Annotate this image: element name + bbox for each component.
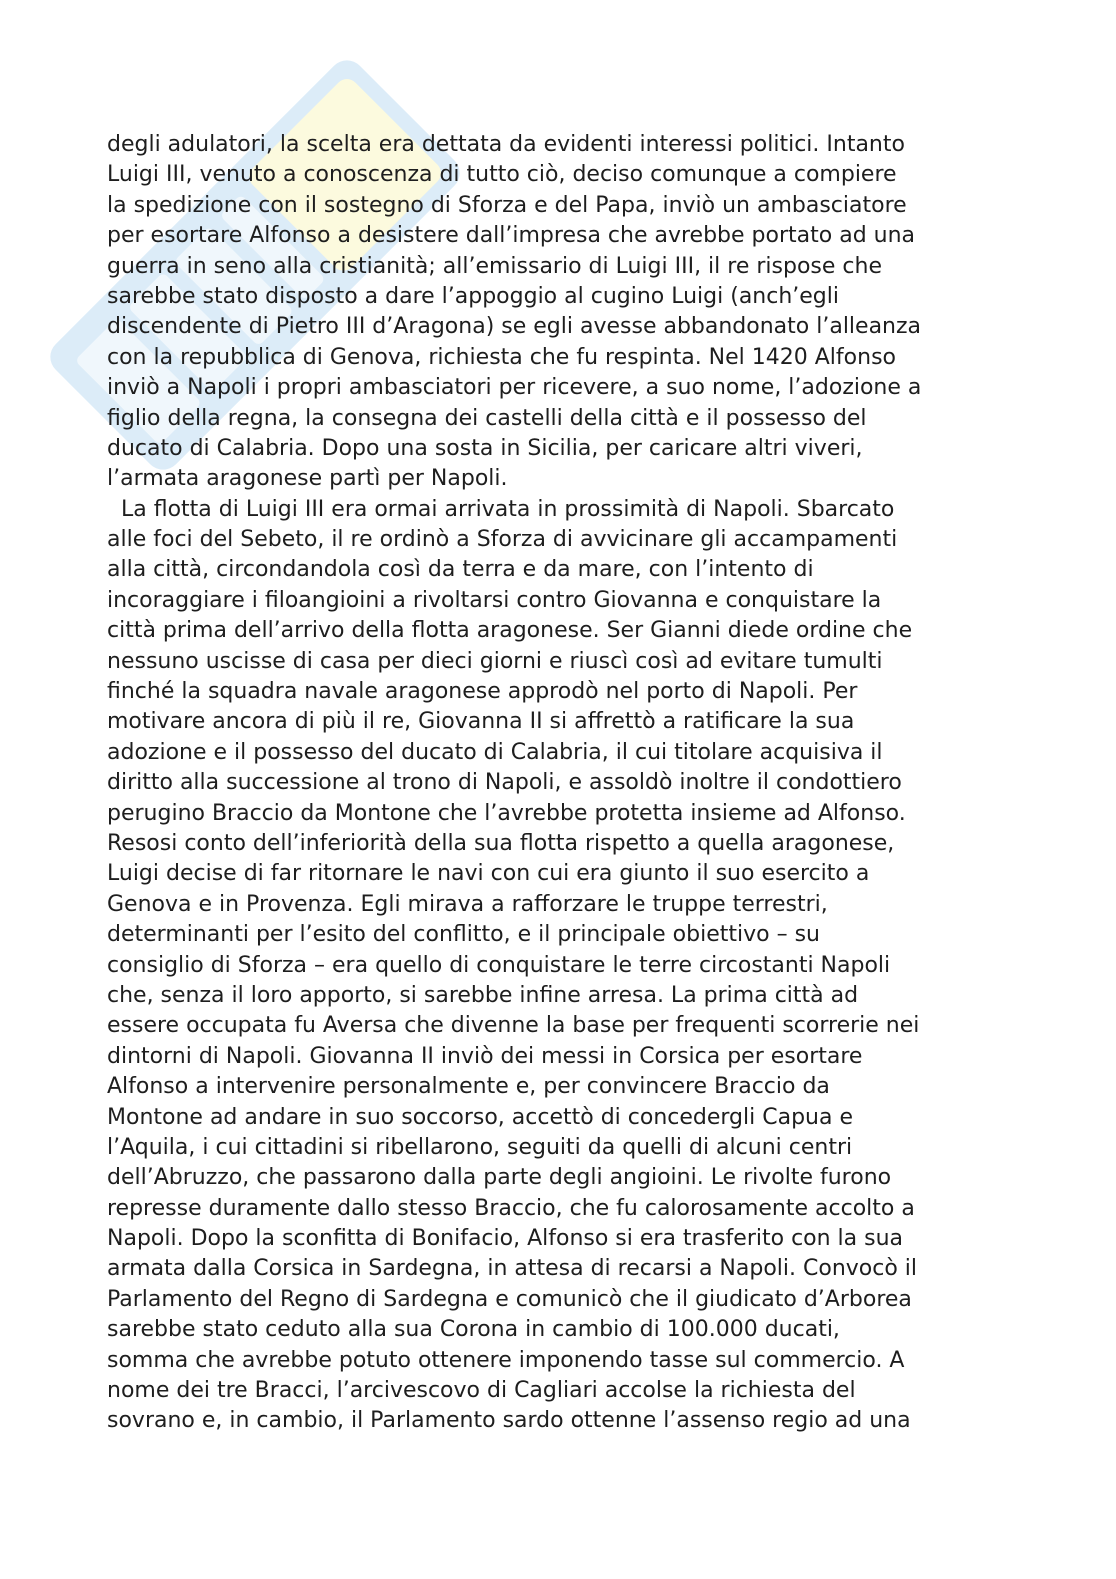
text-line: represse duramente dallo stesso Braccio, che fu calorosamente accolto a — [107, 1195, 915, 1221]
text-line: Montone ad andare in suo soccorso, accettò di concedergli Capua e — [107, 1104, 853, 1130]
text-line: Luigi decise di far ritornare le navi con cui era giunto il suo esercito a — [107, 861, 870, 887]
text-line: armata dalla Corsica in Sardegna, in attesa di recarsi a Napoli. Convocò il — [107, 1256, 918, 1282]
text-line: l’Aquila, i cui cittadini si ribellarono, seguiti da quelli di alcuni centri — [107, 1134, 853, 1160]
text-line: discendente di Pietro III d’Aragona) se egli avesse abbandonato l’alleanza — [107, 314, 922, 340]
text-line: Luigi III, venuto a conoscenza di tutto ciò, deciso comunque a compiere — [107, 162, 897, 188]
text-line: dintorni di Napoli. Giovanna II inviò dei messi in Corsica per esortare — [107, 1043, 863, 1069]
text-line: determinanti per l’esito del conflitto, e il principale obiettivo – su — [107, 922, 820, 948]
text-line: essere occupata fu Aversa che divenne la base per frequenti scorrerie nei — [107, 1013, 920, 1039]
text-line: Resosi conto dell’inferiorità della sua flotta rispetto a quella aragonese, — [107, 830, 895, 856]
text-line: adozione e il possesso del ducato di Calabria, il cui titolare acquisiva il — [107, 739, 883, 765]
text-line: Napoli. Dopo la sconfitta di Bonifacio, Alfonso si era trasferito con la sua — [107, 1226, 904, 1252]
text-line: finché la squadra navale aragonese approdò nel porto di Napoli. Per — [107, 679, 858, 705]
text-line: l’armata aragonese partì per Napoli. — [107, 466, 508, 492]
text-line: alla città, circondandola così da terra e da mare, con l’intento di — [107, 557, 814, 583]
text-line: Parlamento del Regno di Sardegna e comunicò che il giudicato d’Arborea — [107, 1286, 912, 1312]
text-line: la spedizione con il sostegno di Sforza e del Papa, inviò un ambasciatore — [107, 192, 907, 218]
text-line: diritto alla successione al trono di Napoli, e assoldò inoltre il condottiero — [107, 770, 902, 796]
text-line: incoraggiare i filoangioini a rivoltarsi contro Giovanna e conquistare la — [107, 587, 882, 613]
text-line: motivare ancora di più il re, Giovanna II si affrettò a ratificare la sua — [107, 709, 855, 735]
text-line: somma che avrebbe potuto ottenere imponendo tasse sul commercio. A — [107, 1347, 905, 1373]
text-line: con la repubblica di Genova, richiesta che fu respinta. Nel 1420 Alfonso — [107, 344, 896, 370]
text-line: per esortare Alfonso a desistere dall’impresa che avrebbe portato ad una — [107, 223, 916, 249]
text-line: perugino Braccio da Montone che l’avrebbe protetta insieme ad Alfonso. — [107, 800, 906, 826]
text-line: Alfonso a intervenire personalmente e, per convincere Braccio da — [107, 1074, 830, 1100]
text-line: degli adulatori, la scelta era dettata da evidenti interessi politici. Intanto — [107, 132, 905, 157]
text-line: ducato di Calabria. Dopo una sosta in Sicilia, per caricare altri viveri, — [107, 435, 863, 461]
text-line: nessuno uscisse di casa per dieci giorni e riuscì così ad evitare tumulti — [107, 648, 883, 674]
paragraph-start-line: La flotta di Luigi III era ormai arrivata in prossimità di Napoli. Sbarcato — [107, 496, 895, 522]
text-line: sarebbe stato ceduto alla sua Corona in cambio di 100.000 ducati, — [107, 1317, 840, 1343]
text-line: Genova e in Provenza. Egli mirava a rafforzare le truppe terrestri, — [107, 891, 828, 917]
text-line: guerra in seno alla cristianità; all’emissario di Luigi III, il re rispose che — [107, 253, 882, 279]
text-line: che, senza il loro apporto, si sarebbe infine arresa. La prima città ad — [107, 982, 859, 1008]
text-line: alle foci del Sebeto, il re ordinò a Sforza di avvicinare gli accampamenti — [107, 527, 898, 553]
text-line: sarebbe stato disposto a dare l’appoggio al cugino Luigi (anch’egli — [107, 283, 839, 309]
text-line: consiglio di Sforza – era quello di conquistare le terre circostanti Napoli — [107, 952, 891, 978]
document-body — [107, 130, 1012, 1437]
text-line: inviò a Napoli i propri ambasciatori per ricevere, a suo nome, l’adozione a — [107, 375, 922, 401]
text-line: città prima dell’arrivo della flotta aragonese. Ser Gianni diede ordine che — [107, 618, 913, 644]
text-line: figlio della regna, la consegna dei castelli della città e il possesso del — [107, 405, 867, 431]
text-line: nome dei tre Bracci, l’arcivescovo di Cagliari accolse la richiesta del — [107, 1378, 856, 1404]
text-line: dell’Abruzzo, che passarono dalla parte degli angioini. Le rivolte furono — [107, 1165, 892, 1191]
text-line: sovrano e, in cambio, il Parlamento sardo ottenne l’assenso regio ad una — [107, 1408, 911, 1434]
